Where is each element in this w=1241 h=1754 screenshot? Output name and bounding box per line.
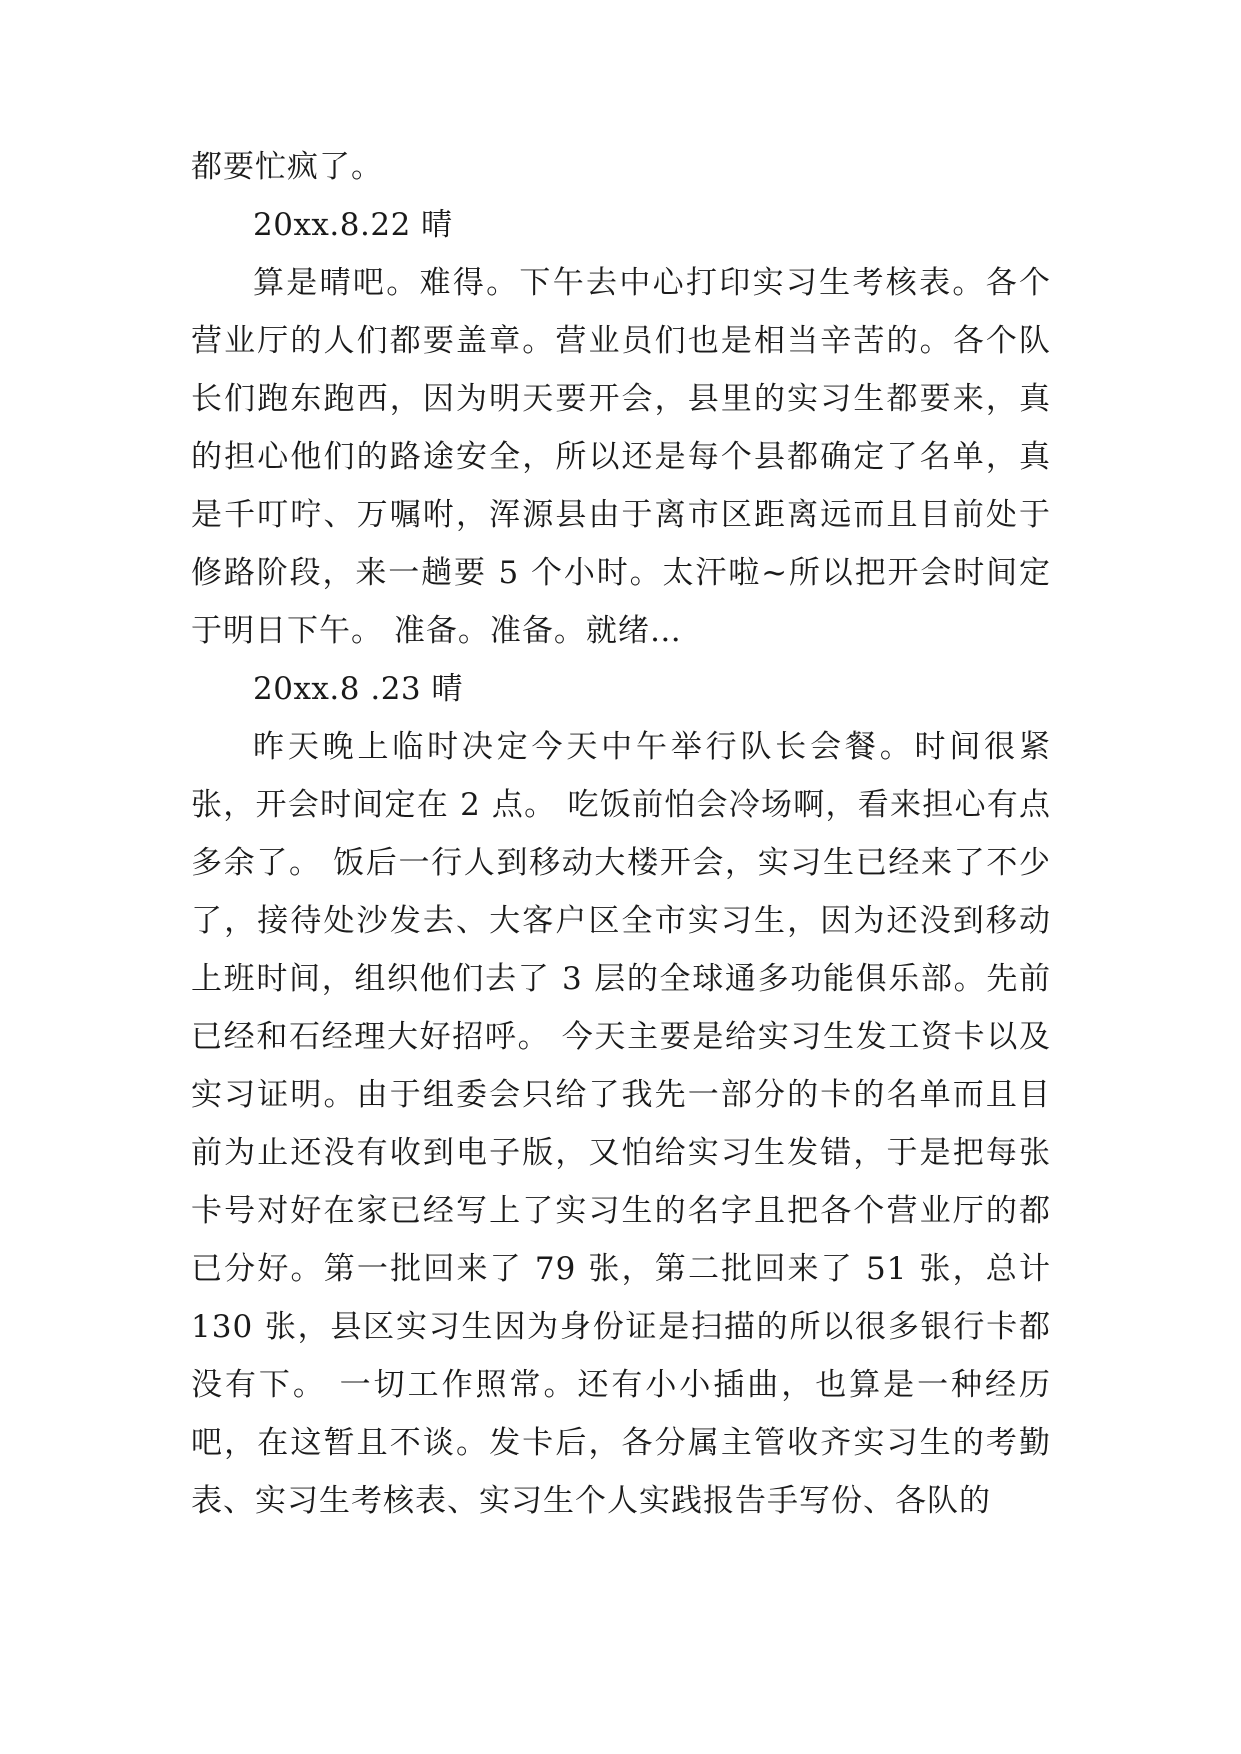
diary-date-0823: 20xx.8 .23 晴: [253, 671, 463, 707]
paragraph-continuation: 都要忙疯了。: [191, 149, 383, 185]
document-body: [191, 138, 1051, 1530]
diary-date-0822: 20xx.8.22 晴: [253, 207, 453, 243]
diary-entry-0823: 昨天晚上临时决定今天中午举行队长会餐。时间很紧张，开会时间定在 2 点。 吃饭前怕会冷场啊，看来担心有点多余了。 饭后一行人到移动大楼开会，实习生已经来了不少了，接待处沙发去、大客户区全市实习生，因为还没到移动上班时间，组织他们去了 3 层的全球通多功能俱乐部。先前已经和石经理大好招呼。 今天主要是给实习生发工资卡以及实习证明。由于组委会只给了我先一部分的卡的名单而且目前为止还没有收到电子版，又怕给实习生发错，于是把每张卡号对好在家已经写上了实习生的名字且把各个营业厅的都已分好。第一批回来了 79 张，第二批回来了 51 张，总计 130 张，县区实习生因为身份证是扫描的所以很多银行卡都没有下。 一切工作照常。还有小小插曲，也算是一种经历吧，在这暂且不谈。发卡后，各分属主管收齐实习生的考勤表、实习生考核表、实习生个人实践报告手写份、各队的: [191, 729, 1051, 1519]
diary-entry-0822: 算是晴吧。难得。下午去中心打印实习生考核表。各个营业厅的人们都要盖章。营业员们也是相当辛苦的。各个队长们跑东跑西，因为明天要开会，县里的实习生都要来，真的担心他们的路途安全，所以还是每个县都确定了名单，真是千叮咛、万嘱咐，浑源县由于离市区距离远而且目前处于修路阶段，来一趟要 5 个小时。太汗啦~所以把开会时间定于明日下午。 准备。准备。就绪…: [191, 265, 1051, 649]
